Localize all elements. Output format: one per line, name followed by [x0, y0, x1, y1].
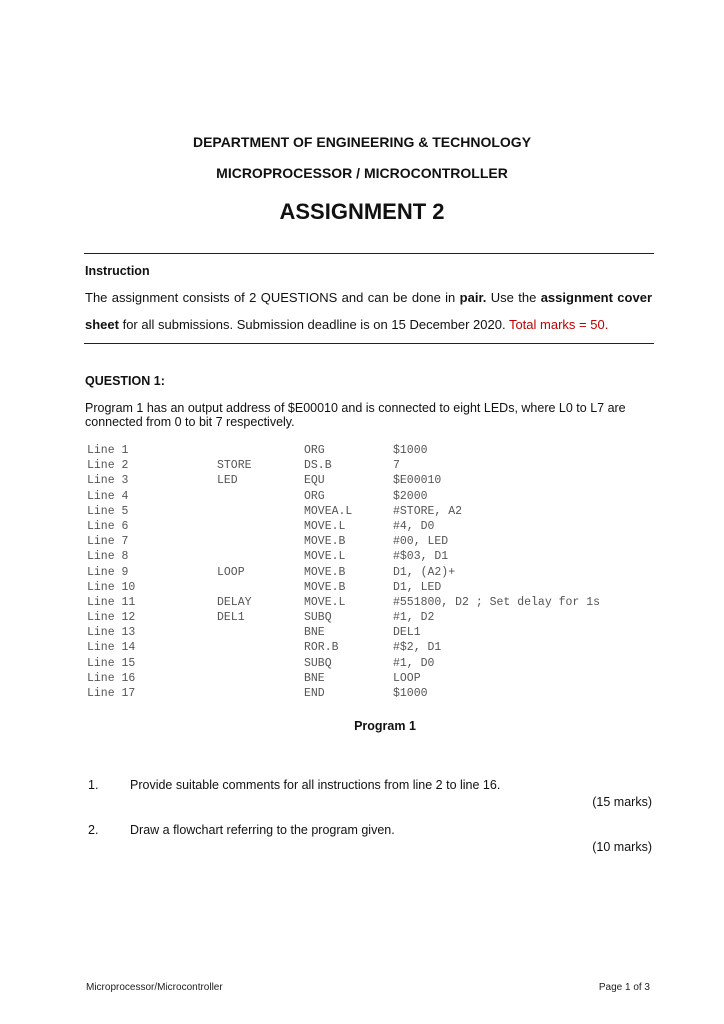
bottom-divider	[84, 343, 654, 344]
department-heading: DEPARTMENT OF ENGINEERING & TECHNOLOGY	[192, 134, 532, 150]
question1-intro: Program 1 has an output address of $E00010 and is connected to eight LEDs, where L0 to L7 are connected from 0 to bit 7 respectively.	[85, 401, 626, 429]
question-item-number: 2.	[88, 823, 99, 837]
question1-heading: QUESTION 1:	[85, 374, 165, 388]
question-item-marks: (10 marks)	[592, 840, 652, 854]
footer-page-number: Page 1 of 3	[598, 982, 650, 993]
top-divider	[84, 253, 654, 254]
page-title: ASSIGNMENT 2	[279, 199, 445, 224]
instruction-text: The assignment consists of 2 QUESTIONS and can be done in pair. Use the assignment cover sheet for all submissions. Submission deadline is on 15 December 2020. Total marks = 50.	[85, 290, 653, 332]
program-caption: Program 1	[354, 719, 416, 733]
instruction-heading: Instruction	[85, 264, 150, 278]
question-item-number: 1.	[88, 778, 99, 792]
question-item-text: Draw a flowchart referring to the program given.	[130, 823, 395, 837]
footer-course: Microprocessor/Microcontroller	[86, 982, 223, 993]
subject-heading: MICROPROCESSOR / MICROCONTROLLER	[216, 165, 508, 181]
question-item-marks: (15 marks)	[592, 795, 652, 809]
question-item-text: Provide suitable comments for all instructions from line 2 to line 16.	[130, 778, 501, 792]
